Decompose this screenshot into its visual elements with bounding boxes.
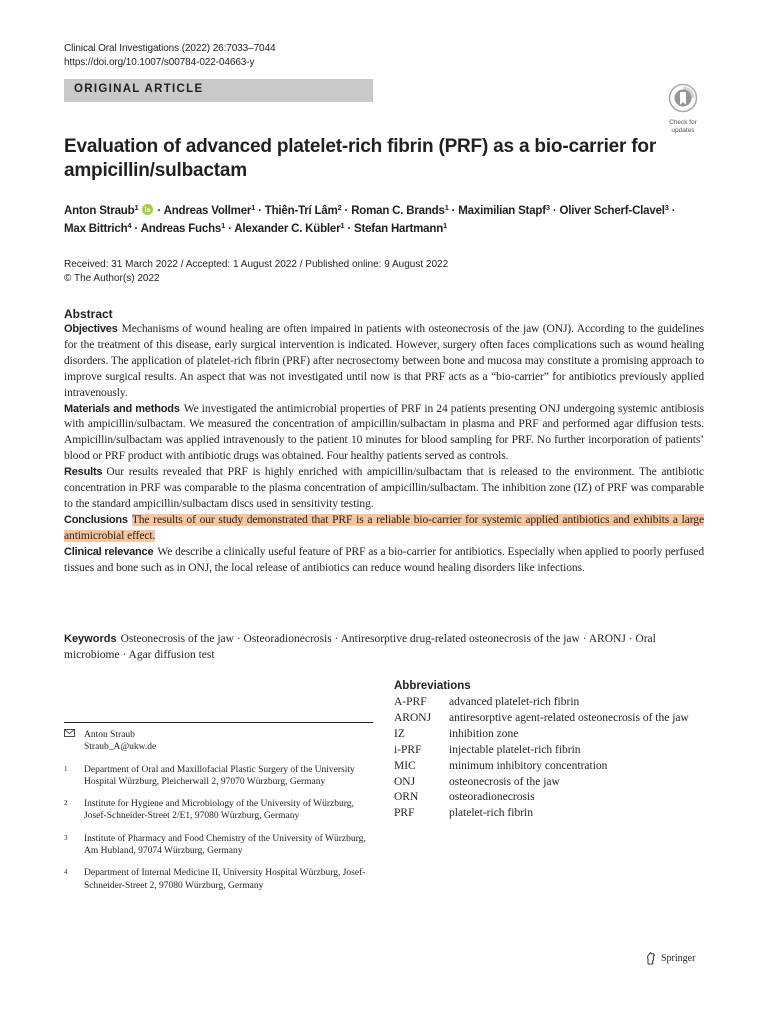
keywords [64,631,704,663]
abbreviation-definition: minimum inhibitory concentration [449,759,608,772]
affiliation-number: 2 [64,799,68,808]
abbreviation-row [394,790,710,806]
crossmark-line-2: updates [671,126,695,134]
abbreviation-definition: osteoradionecrosis [449,791,535,804]
doi-link[interactable]: https://doi.org/10.1007/s00784-022-04663-y [64,57,255,68]
crossmark-badge[interactable] [664,83,702,134]
abstract-objectives [64,322,704,402]
affiliation-text: Department of Internal Medicine II, University Hospital Würzburg, Josef-Schneider-Street 2, 97080 Würzburg, Germany [84,868,366,891]
author-affiliation: 1 [443,221,448,230]
abbreviation-row [394,759,710,775]
affiliation-text: Institute for Hygiene and Microbiology of the University of Würzburg, Josef-Schneider-Street 2/E1, 97080 Würzburg, Germany [84,799,354,822]
article-type-bar [64,79,373,102]
author-name[interactable]: Maximilian Stapf [458,205,546,217]
section-text: We investigated the antimicrobial properties of PRF in 24 patients presenting ONJ undergoing systemic antibiosis with ampicillin/sulbactam. We measured the concentration of ampicillin/sulbactam in plasma and PRF and performed agar diffusion tests. Ampicillin/sulbactam was applied intravenously to the patient 10 minutes for blood sampling for PRF. No further incorporation of patients’ blood or PRF product with antibiotic drugs was obtained. Four healthy patients served as controls. [64,402,704,463]
author-affiliation: 1 [340,221,345,230]
affiliation-number: 3 [64,833,68,842]
crossmark-icon [668,83,698,113]
section-label: Conclusions [64,513,128,526]
abbreviation-definition: inhibition zone [449,727,519,740]
affiliation-note [64,764,374,789]
author-affiliation: 1 [134,203,139,212]
abstract-conclusions [64,513,704,545]
author-name[interactable]: Alexander C. Kübler [234,223,341,235]
abbreviation-term: MIC [394,759,416,772]
author-affiliation: 3 [545,203,550,212]
affiliation-text: Institute of Pharmacy and Food Chemistry of the University of Würzburg, Am Hubland, 97074 Würzburg, Germany [84,833,366,857]
author-affiliation: 1 [251,203,256,212]
abbreviation-definition: osteonecrosis of the jaw [449,775,560,788]
section-text: We describe a clinically useful feature of PRF as a bio-carrier for antibiotics. Especially when applied to poorly perfused tissues and bone such as in ONJ, the local release of antibiotics can reduce wound healing disorders like infections. [64,545,704,574]
author-affiliation: 2 [337,203,342,212]
author-name[interactable]: Oliver Scherf-Clavel [559,205,665,217]
section-label: Objectives [64,323,118,335]
author-name[interactable]: Max Bittrich [64,223,128,235]
abbreviation-term: ONJ [394,775,416,788]
abbreviation-row [394,743,710,759]
abbreviation-definition: advanced platelet-rich fibrin [449,696,580,708]
section-text: Our results revealed that PRF is highly enriched with ampicillin/sulbactam that is released to the environment. The antibiotic concentration in PRF was comparable to the plasma concentration of ampicillin/sulbactam. The inhibition zone (IZ) of PRF was comparable to the standard ampicillin/sulbactam discs used in sensitivity testing. [64,466,704,510]
abbreviation-definition: antiresorptive agent-related osteonecrosis of the jaw [449,711,689,724]
history-dates: Received: 31 March 2022 / Accepted: 1 August 2022 / Published online: 9 August 2022 [64,259,449,270]
abstract [64,306,704,577]
section-label: Clinical relevance [64,545,154,558]
crossmark-line-1: Check for [669,119,697,126]
highlighted-text: The results of our study demonstrated that PRF is a reliable bio-carrier for systemic applied antibiotics and exhibits a large antimicrobial effect. [64,513,704,542]
affiliation-note [64,798,374,823]
correspondence-note [64,729,374,754]
abbreviation-definition: platelet-rich fibrin [449,807,533,820]
abstract-results [64,465,704,513]
author-affiliation: 3 [664,203,669,212]
section-label: Results [64,466,103,479]
publication-dates [64,258,448,286]
abbreviation-row [394,695,710,711]
envelope-icon [64,729,75,737]
abbreviation-row [394,711,710,727]
author-name[interactable]: Thiên-Trí Lâm [264,205,338,217]
author-affiliation: 4 [127,221,132,230]
abbreviation-term: IZ [394,727,405,740]
abstract-heading: Abstract [64,307,113,321]
abstract-clinical-relevance [64,545,704,577]
affiliation-note [64,833,374,858]
footnote-divider [64,722,373,723]
springer-horse-icon [645,951,657,965]
abbreviation-definition: injectable platelet-rich fibrin [449,743,581,756]
copyright-line: © The Author(s) 2022 [64,273,160,284]
affiliation-text: Department of Oral and Maxillofacial Plastic Surgery of the University Hospital Würzburg, Pleicherwall 2, 97070 Würzburg, Germany [84,764,355,787]
affiliation-number: 1 [64,764,68,773]
abbreviation-term: PRF [394,807,415,820]
abbreviation-row [394,727,710,743]
author-affiliation: 1 [221,221,226,230]
corresponding-email[interactable]: Straub_A@ukw.de [84,742,157,753]
author-name[interactable]: Stefan Hartmann [354,223,444,235]
abbreviation-term: A-PRF [394,696,427,708]
abbreviations-heading: Abbreviations [394,680,471,692]
orcid-icon[interactable] [142,204,153,215]
article-type-label: ORIGINAL ARTICLE [74,83,204,95]
abstract-methods [64,402,704,466]
author-name[interactable]: Roman C. Brands [351,205,445,217]
author-name[interactable]: Anton Straub [64,205,135,217]
publisher-logo [645,951,695,965]
affiliation-note [64,867,374,892]
abbreviation-row [394,806,710,822]
abbreviation-term: i-PRF [394,743,422,756]
publisher-name: Springer [661,952,696,964]
author-name[interactable]: Andreas Fuchs [140,223,222,235]
abbreviation-term: ARONJ [394,711,432,724]
author-list: Anton Straub$^1$ · Andreas Vollmer$^1$ · Thiên-Trí Lâm$^2$ · Roman C. Brands$^1$ · Maximilian Stapf$^3$ · Oliver Scherf-Clavel$^3$ · Max Bittrich$^4$ · Andreas Fuchs$^1$ · Alexander C. Kübler$^1$ · Stefan Hartmann$^1$ [64,203,676,235]
author-affiliation: 1 [444,203,449,212]
journal-reference: Clinical Oral Investigations (2022) 26:7033–7044 [64,43,276,54]
affiliation-number: 4 [64,868,68,877]
abbreviations [394,678,710,822]
keywords-text: Osteonecrosis of the jaw · Osteoradionecrosis · Antiresorptive drug-related osteonecrosis of the jaw · ARONJ · Oral microbiome · Agar diffusion test [64,633,656,661]
section-label: Materials and methods [64,402,180,415]
journal-header [64,42,275,70]
abbreviation-term: ORN [394,791,419,804]
author-name[interactable]: Andreas Vollmer [163,205,252,217]
footnotes [64,729,374,902]
abbreviation-row [394,775,710,791]
keywords-label: Keywords [64,633,117,645]
corresponding-author: Anton Straub [84,730,135,740]
section-text: Mechanisms of wound healing are often impaired in patients with osteonecrosis of the jaw (ONJ). According to the guidelines for the treatment of this disease, early surgical intervention is indicated. However, surgery often faces complications such as wound healing disorders. The application of platelet-rich fibrin (PRF) after necrosectomy between bone and mucosa may constitute a promising approach to improve surgical results. An aspect that was not investigated until now is that PRF acts as a “bio-carrier” for antibiotics previously applied intravenously. [64,323,704,399]
article-title: Evaluation of advanced platelet-rich fibrin (PRF) as a bio-carrier for ampicillin/sulbactam [64,136,657,181]
